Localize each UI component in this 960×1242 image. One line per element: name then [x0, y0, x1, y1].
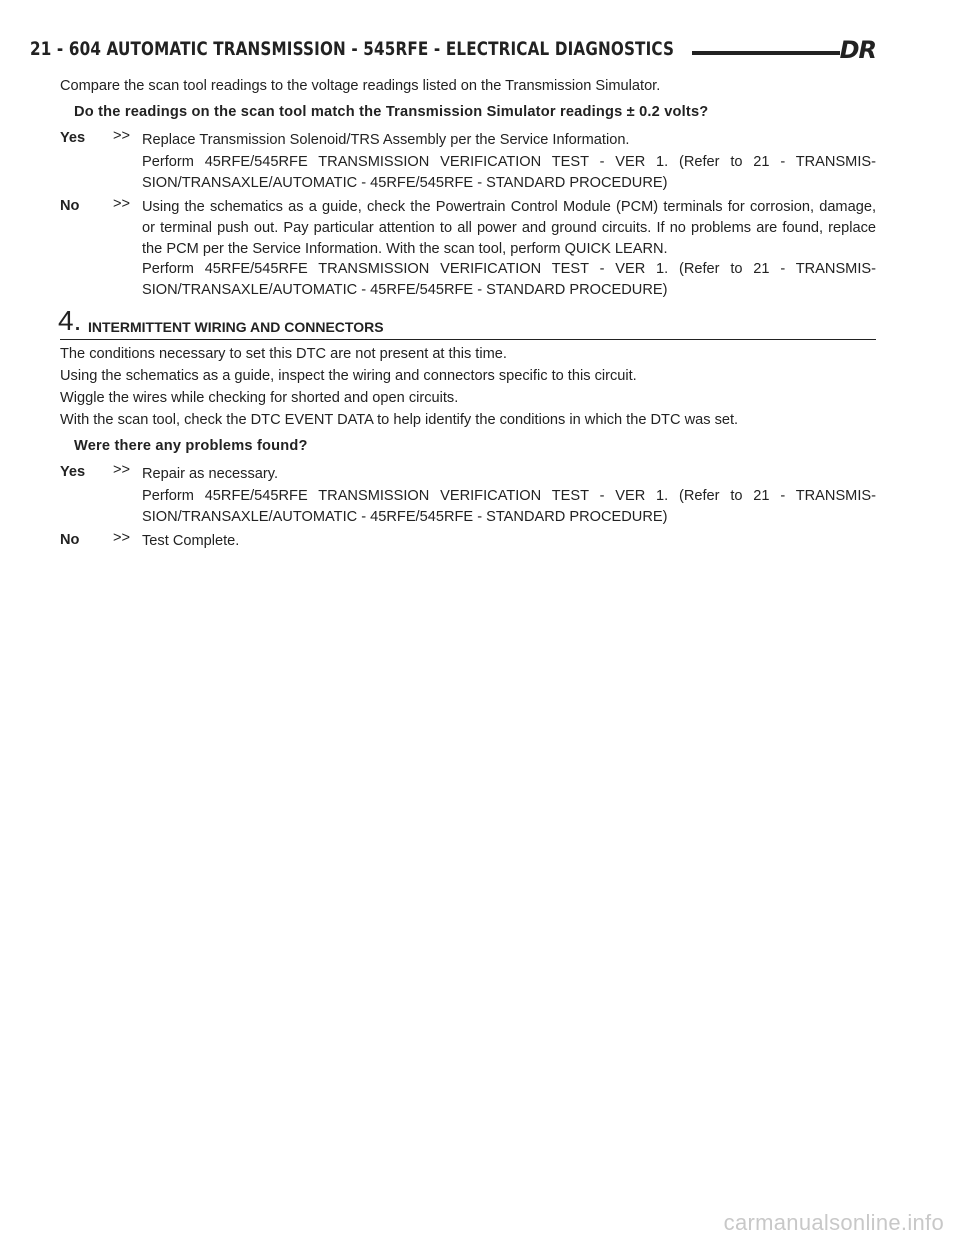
step4-line-2: Using the schematics as a guide, inspect the wiring and connectors specific to this circuit.: [60, 368, 637, 384]
vehicle-code: DR: [839, 36, 876, 64]
step4-yes-action: Repair as necessary.: [142, 466, 278, 482]
header-rule: [692, 51, 840, 55]
step4-line-4: With the scan tool, check the DTC EVENT DATA to help identify the conditions in which the DTC was set.: [60, 412, 739, 428]
step4-line-3: Wiggle the wires while checking for shorted and open circuits.: [60, 390, 459, 406]
step4-rule: [60, 339, 876, 340]
step4-no-label: No: [60, 532, 80, 548]
step4-number: 4.: [58, 305, 82, 336]
step4-yes-verify: Perform 45RFE/545RFE TRANSMISSION VERIFICATION TEST - VER 1. (Refer to 21 - TRANSMIS- SION/TRANSAXLE/AUTOMATIC - 45RFE/545RFE - STANDARD PROCEDURE): [142, 488, 876, 525]
step4-yes-arrow: >>: [113, 462, 131, 478]
step4-question: Were there any problems found?: [74, 438, 308, 454]
step4-no-arrow: >>: [113, 530, 131, 546]
step3-intro: Compare the scan tool readings to the voltage readings listed on the Transmission Simulator.: [60, 78, 661, 94]
watermark[interactable]: carmanualsonline.info: [723, 1210, 944, 1235]
step3-yes-action: Replace Transmission Solenoid/TRS Assembly per the Service Information.: [142, 132, 630, 148]
step3-no-action: Using the schematics as a guide, check the Powertrain Control Module (PCM) terminals for corrosion, damage, or terminal push out. Pay particular attention to all power and ground circuits. If no problems are found, replace the PCM per the Service Information. With the scan tool, perform QUICK LEARN.: [142, 199, 876, 257]
step4-title: INTERMITTENT WIRING AND CONNECTORS: [88, 319, 384, 335]
step3-question: Do the readings on the scan tool match the Transmission Simulator readings ± 0.2 volts?: [74, 104, 709, 120]
step3-no-label: No: [60, 198, 80, 214]
step4-line-1: The conditions necessary to set this DTC are not present at this time.: [60, 346, 507, 362]
step3-yes-label: Yes: [60, 130, 86, 146]
step3-yes-arrow: >>: [113, 128, 131, 144]
page-header: [30, 38, 876, 68]
step3-yes-verify: Perform 45RFE/545RFE TRANSMISSION VERIFICATION TEST - VER 1. (Refer to 21 - TRANSMIS- SION/TRANSAXLE/AUTOMATIC - 45RFE/545RFE - STANDARD PROCEDURE): [142, 154, 876, 191]
step4-no-action: Test Complete.: [142, 533, 240, 549]
step4-yes-label: Yes: [60, 464, 86, 480]
page-title: 21 - 604 AUTOMATIC TRANSMISSION - 545RFE - ELECTRICAL DIAGNOSTICS: [30, 38, 675, 60]
step3-no-verify: Perform 45RFE/545RFE TRANSMISSION VERIFICATION TEST - VER 1. (Refer to 21 - TRANSMIS- SION/TRANSAXLE/AUTOMATIC - 45RFE/545RFE - STANDARD PROCEDURE): [142, 261, 876, 298]
step3-no-arrow: >>: [113, 196, 131, 212]
